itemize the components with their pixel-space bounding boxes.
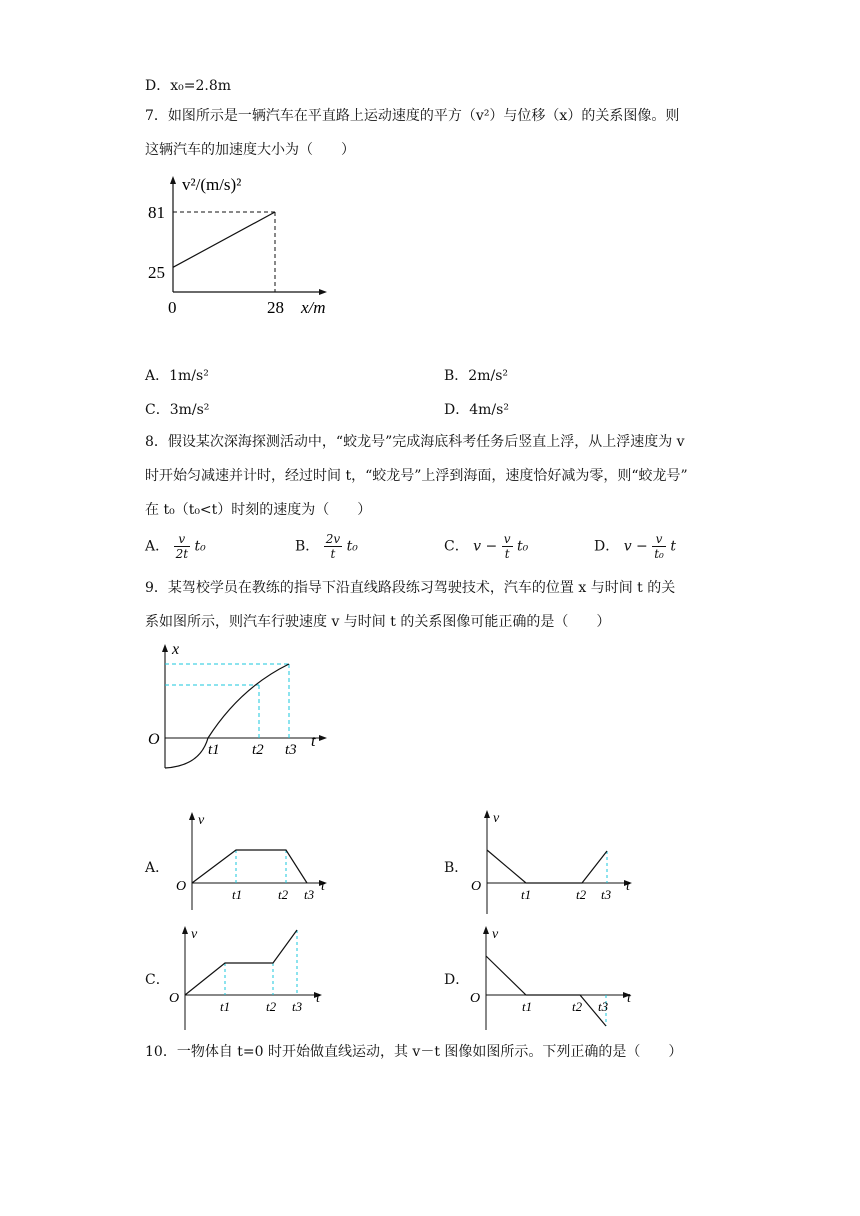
axis-label-x: t bbox=[627, 991, 631, 1006]
axis-label-y: x bbox=[172, 641, 180, 658]
axis-label-y: v bbox=[493, 811, 500, 826]
option-tail: t bbox=[670, 538, 676, 555]
q6-option-d bbox=[145, 76, 231, 96]
q8-stem-line1: 8．假设某次深海探测活动中，“蛟龙号”完成海底科考任务后竖直上浮，从上浮速度为 v bbox=[145, 434, 685, 450]
option-head: v − bbox=[623, 538, 648, 555]
tick-t3: t3 bbox=[598, 999, 609, 1014]
tick-t3: t3 bbox=[601, 887, 612, 902]
tick-t3: t3 bbox=[285, 742, 297, 758]
q8-option-d[interactable] bbox=[594, 532, 676, 561]
option-label: D． bbox=[145, 78, 171, 94]
q8-stem-line2: 时开始匀减速并计时，经过时间 t，“蛟龙号”上浮到海面，速度恰好减为零，则“蛟龙号” bbox=[145, 468, 688, 484]
q9-stem-line2: 系如图所示，则汽车行驶速度 v 与时间 t 的关系图像可能正确的是（ ） bbox=[145, 614, 611, 630]
q7-option-a[interactable] bbox=[145, 366, 209, 386]
q9-position-curve bbox=[165, 664, 289, 768]
origin-label: O bbox=[148, 731, 160, 748]
option-label: B． bbox=[444, 368, 469, 384]
q7-option-b[interactable] bbox=[444, 366, 508, 386]
q9-main-graph bbox=[140, 640, 340, 770]
tick-t1: t1 bbox=[220, 999, 231, 1014]
q9-stem-line1: 9．某驾校学员在教练的指导下沿直线路段练习驾驶技术，汽车的位置 x 与时间 t 的关 bbox=[145, 580, 676, 596]
tick-t2: t2 bbox=[572, 999, 583, 1014]
fraction: $\frac{v}{2t}$ bbox=[175, 532, 189, 561]
axis-label-x: t bbox=[626, 879, 630, 894]
option-label: B． bbox=[295, 538, 320, 555]
axis-label-y: v bbox=[198, 813, 205, 828]
origin-label: O bbox=[470, 991, 481, 1006]
tick-t3: t3 bbox=[304, 887, 315, 902]
q9-option-c-label[interactable]: C． bbox=[145, 972, 170, 988]
option-label: D． bbox=[444, 402, 470, 418]
tick-t2: t2 bbox=[278, 887, 289, 902]
q7-y-tick-25: 25 bbox=[148, 263, 165, 282]
q7-data-line bbox=[173, 212, 275, 267]
q8-stem-line3: 在 t₀（t₀<t）时刻的速度为（ ） bbox=[145, 502, 372, 518]
origin-label: O bbox=[169, 991, 180, 1006]
q9-option-d-label[interactable]: D． bbox=[444, 972, 470, 988]
tick-t3: t3 bbox=[292, 999, 303, 1014]
q7-option-c[interactable] bbox=[145, 400, 209, 420]
axis-label-y: v bbox=[492, 927, 499, 942]
tick-t1: t1 bbox=[521, 887, 532, 902]
tick-t2: t2 bbox=[252, 742, 264, 758]
option-tail: t₀ bbox=[516, 538, 529, 555]
q7-origin: 0 bbox=[168, 298, 177, 317]
axis-label-x: t bbox=[316, 991, 320, 1006]
tick-t1: t1 bbox=[522, 999, 533, 1014]
q9-option-b-label[interactable]: B． bbox=[444, 860, 469, 876]
tick-t1: t1 bbox=[232, 887, 243, 902]
fraction: $\frac{v}{\text{t₀}}$ bbox=[654, 532, 664, 561]
q7-option-d[interactable] bbox=[444, 400, 509, 420]
axis-label-x: t bbox=[321, 879, 325, 894]
option-tail: t₀ bbox=[346, 538, 358, 555]
q7-stem-line1: 7．如图所示是一辆汽车在平直路上运动速度的平方（v²）与位移（x）的关系图像。则 bbox=[145, 108, 680, 124]
origin-label: O bbox=[176, 879, 187, 894]
axis-label-y: v bbox=[191, 927, 198, 942]
q8-option-a[interactable] bbox=[145, 532, 206, 561]
q7-y-tick-81: 81 bbox=[148, 203, 165, 222]
tick-t1: t1 bbox=[208, 742, 220, 758]
option-text: 4m/s² bbox=[469, 402, 509, 418]
q7-x-tick-28: 28 bbox=[267, 298, 284, 317]
q9-option-a-label[interactable]: A． bbox=[145, 860, 170, 876]
q7-y-axis-label: v²/(m/s)² bbox=[182, 175, 242, 194]
axis-label-x: t bbox=[311, 733, 316, 750]
fraction: $\frac{2v}{t}$ bbox=[325, 532, 341, 561]
q9-option-c-graph[interactable] bbox=[165, 922, 335, 1032]
option-label: D． bbox=[594, 538, 620, 555]
q8-option-c[interactable] bbox=[444, 532, 528, 561]
q7-stem-line2: 这辆汽车的加速度大小为（ ） bbox=[145, 142, 355, 158]
q9-option-a-graph[interactable] bbox=[170, 808, 340, 913]
option-head: v − bbox=[473, 538, 498, 555]
option-text: x₀=2.8m bbox=[170, 78, 232, 94]
q10-stem-line1: 10．一物体自 t=0 时开始做直线运动，其 v－t 图像如图所示。下列正确的是（ ） bbox=[145, 1044, 683, 1060]
tick-t2: t2 bbox=[576, 887, 587, 902]
option-label: C． bbox=[145, 402, 170, 418]
fraction: $\frac{v}{t}$ bbox=[503, 532, 511, 561]
q7-x-axis-label: x/m bbox=[301, 298, 326, 317]
option-label: A． bbox=[145, 538, 170, 555]
option-text: 1m/s² bbox=[169, 368, 209, 384]
tick-t2: t2 bbox=[266, 999, 277, 1014]
option-text: 3m/s² bbox=[169, 402, 210, 418]
q9-option-b-graph[interactable] bbox=[465, 806, 635, 916]
option-label: A． bbox=[145, 368, 170, 384]
q9-option-d-graph[interactable] bbox=[464, 922, 634, 1032]
option-label: C． bbox=[444, 538, 469, 555]
option-text: 2m/s² bbox=[468, 368, 508, 384]
q8-option-b[interactable] bbox=[295, 532, 358, 561]
option-tail: t₀ bbox=[194, 538, 206, 555]
origin-label: O bbox=[471, 879, 482, 894]
q7-graph bbox=[140, 170, 340, 320]
